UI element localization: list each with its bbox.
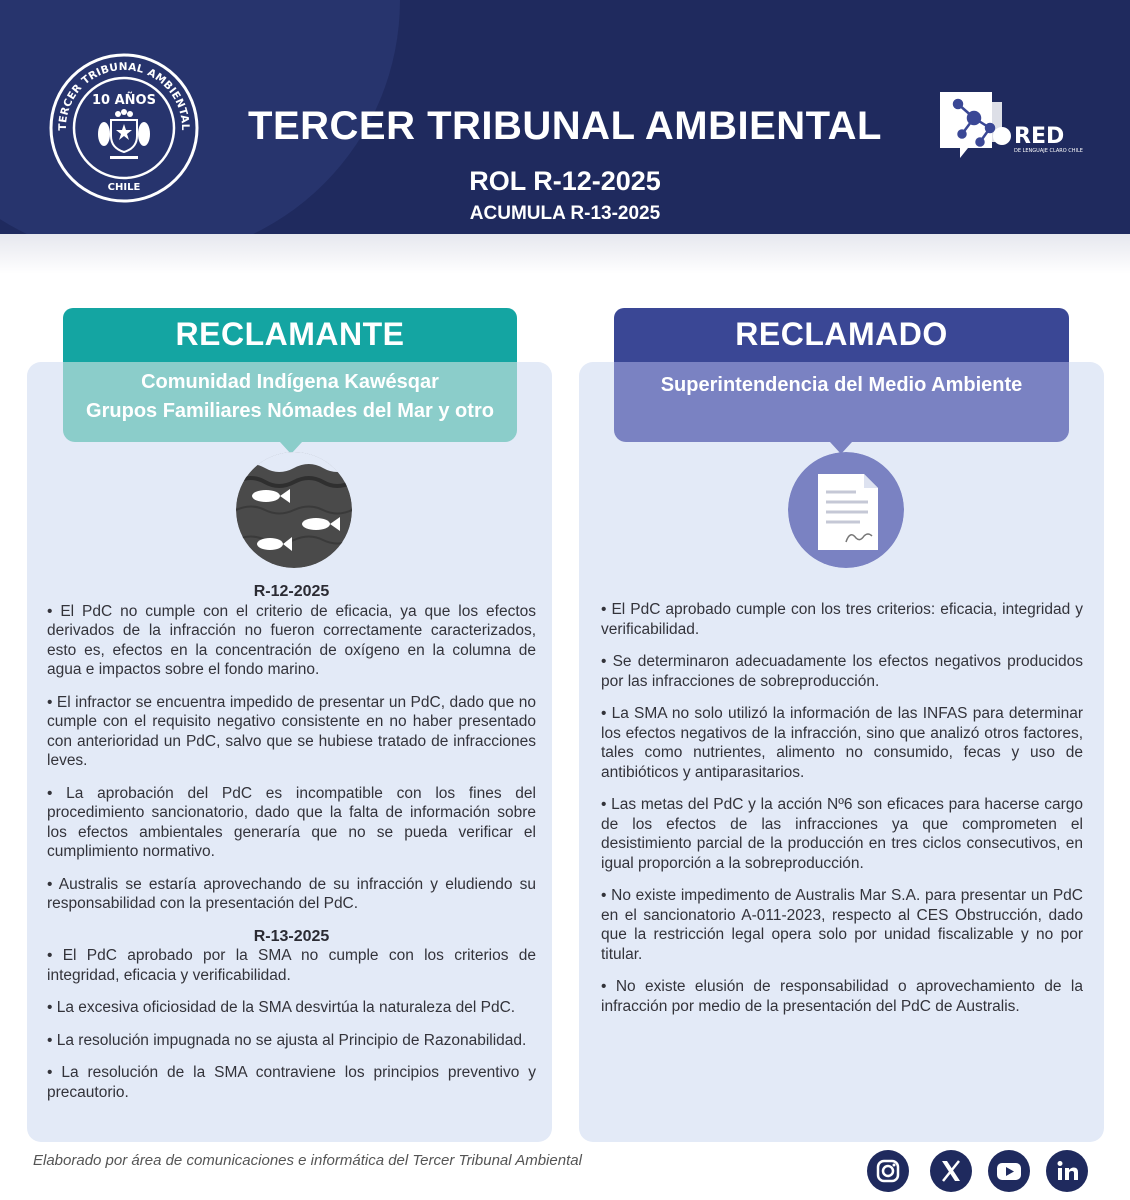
reclamante-party-line1: Comunidad Indígena Kawésqar (141, 371, 439, 393)
list-item: • La SMA no solo utilizó la información de las INFAS para determinar los efectos negativos de la infracción, sino que analizó otros factores, tales como nutrientes, alimento no consumido, fecas y uso de antibióticos y antiparasitarios. (601, 705, 1083, 781)
red-logo-text: RED (1014, 124, 1065, 149)
youtube-icon[interactable] (988, 1150, 1030, 1192)
seal-years: 10 AÑOS (92, 93, 156, 108)
reclamado-party-box (614, 362, 1069, 442)
list-item: • El PdC aprobado cumple con los tres criterios: eficacia, integridad y verificabilidad. (601, 601, 1083, 638)
list-item: • Se determinaron adecuadamente los efectos negativos producidos por las infracciones de sobreproducción. (601, 653, 1083, 690)
red-lenguaje-claro-logo (936, 88, 1096, 184)
reclamante-tag: RECLAMANTE (63, 308, 517, 364)
seal-country: CHILE (107, 182, 141, 193)
reclamante-party-line2: Grupos Familiares Nómades del Mar y otro (86, 400, 494, 422)
list-item: • Las metas del PdC y la acción Nº6 son eficaces para hacerse cargo de los efectos de las infracciones ya que comprometen el desistimiento parcial de la producción en tres ciclos consecutivos, en igual proporción a la sobreproducción. (601, 796, 1083, 872)
list-item: • La excesiva oficiosidad de la SMA desvirtúa la naturaleza del PdC. (47, 999, 516, 1016)
linkedin-icon[interactable] (1046, 1150, 1088, 1192)
coat-of-arms-icon (98, 109, 150, 159)
list-item: • La resolución impugnada no se ajusta al Principio de Razonabilidad. (47, 1031, 527, 1049)
reclamado-party-line1: Superintendencia del Medio Ambiente (660, 374, 1023, 396)
tribunal-seal-logo (48, 52, 200, 204)
reclamante-arguments (47, 582, 536, 1115)
reclamante-party-box (63, 362, 517, 442)
list-item: • Australis se estaría aprovechando de su infracción y eludiendo su responsabilidad con la presentación del PdC. (47, 875, 536, 912)
list-item: • No existe impedimento de Australis Mar S.A. para presentar un PdC en el sancionatorio A-011-2023, respecto al CES Obstrucción, dado que la restricción legal opera solo por unidad fiscalizable y no por titular. (601, 887, 1083, 963)
list-item: • El infractor se encuentra impedido de presentar un PdC, dado que no cumple con el requisito negativo consistente en no haber presentado con anterioridad un PdC, salvo que se hubiese tratado de infracciones leves. (47, 693, 536, 769)
section-title-r13: R-13-2025 (253, 927, 330, 945)
seal-arc-text: TERCER TRIBUNAL AMBIENTAL (56, 60, 192, 131)
section-title-r12: R-12-2025 (253, 583, 330, 600)
list-item: • La resolución de la SMA contraviene los principios preventivo y precautorio. (47, 1064, 536, 1101)
list-item: • El PdC aprobado por la SMA no cumple con los criterios de integridad, eficacia y verificabilidad. (47, 947, 536, 984)
instagram-icon[interactable] (867, 1150, 909, 1192)
reclamado-tag: RECLAMADO (614, 308, 1069, 364)
page-title: TERCER TRIBUNAL AMBIENTAL (248, 104, 882, 148)
accumulated-case: ACUMULA R-13-2025 (469, 203, 661, 224)
header-banner (0, 0, 1130, 234)
x-icon[interactable] (930, 1150, 972, 1192)
case-number: ROL R-12-2025 (469, 166, 661, 196)
reclamado-arguments (601, 600, 1083, 1029)
red-logo-sub: DE LENGUAJE CLARO CHILE (1014, 148, 1083, 154)
footer-credit: Elaborado por área de comunicaciones e informática del Tercer Tribunal Ambiental (33, 1152, 582, 1169)
signed-document-icon (788, 452, 904, 568)
fish-sea-icon (236, 452, 352, 568)
list-item: • El PdC no cumple con el criterio de eficacia, ya que los efectos derivados de la infracción no fueron correctamente caracterizados, esto es, efectos en la concentración de oxígeno en la columna de agua e impactos sobre el fondo marino. (47, 602, 536, 678)
list-item: • La aprobación del PdC es incompatible con los fines del procedimiento sancionatorio, dado que la falta de información sobre los efectos ambientales generaría que no se pueda verificar el cumplimiento normativo. (47, 784, 536, 860)
list-item: • No existe elusión de responsabilidad o aprovechamiento de la infracción por medio de la presentación del PdC de Australis. (601, 978, 1083, 1015)
header-shadow (0, 234, 1130, 274)
